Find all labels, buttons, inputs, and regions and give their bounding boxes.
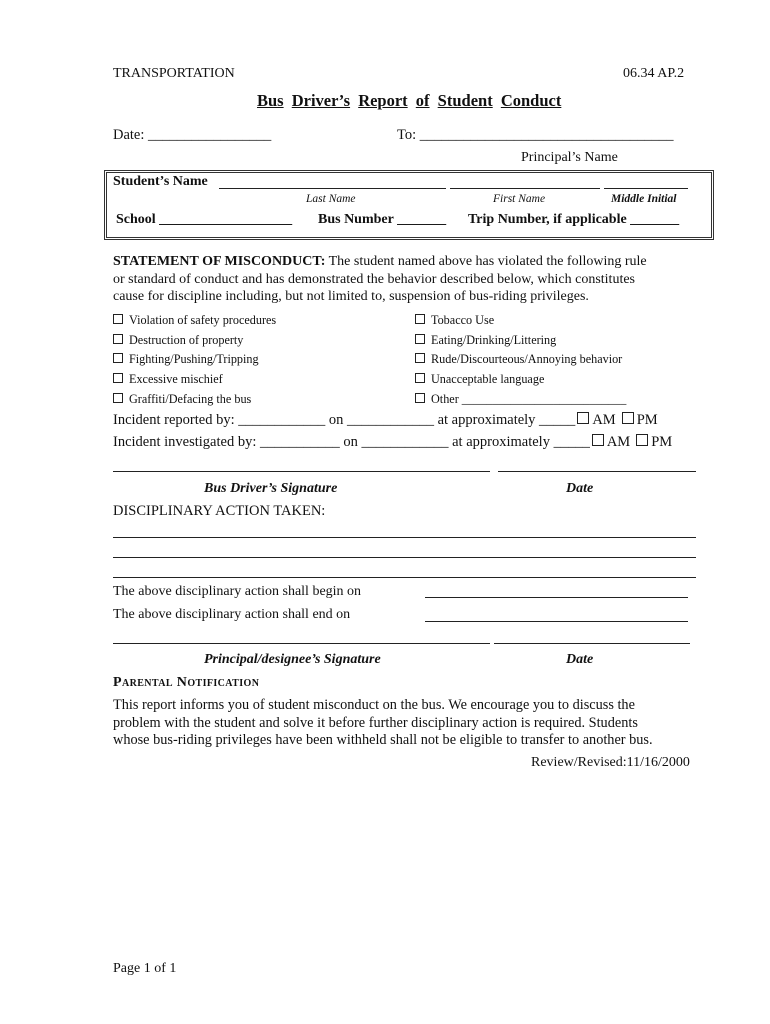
driver-signature-line[interactable] <box>113 471 490 472</box>
pm-checkbox[interactable] <box>622 412 634 424</box>
checkbox-item[interactable]: Destruction of property <box>113 333 243 348</box>
disciplinary-heading: DISCIPLINARY ACTION TAKEN: <box>113 503 326 519</box>
principal-caption: Principal’s Name <box>521 150 618 165</box>
end-label: The above disciplinary action shall end on <box>113 607 351 622</box>
checkbox-square[interactable] <box>415 393 425 403</box>
last-name-line[interactable] <box>219 188 446 189</box>
checkbox-square[interactable] <box>415 334 425 344</box>
checkbox-square[interactable] <box>113 314 123 324</box>
end-date-line[interactable] <box>425 621 688 622</box>
checkbox-item[interactable]: Rude/Discourteous/Annoying behavior <box>415 352 622 367</box>
principal-signature-caption: Principal/designee’s Signature <box>204 652 381 667</box>
disciplinary-line[interactable] <box>113 537 696 538</box>
bus-number-field[interactable]: Bus Number _______ <box>318 212 447 227</box>
statement-line: The student named above has violated the following rule <box>328 254 647 269</box>
title-word: of <box>415 91 430 110</box>
checkbox-square[interactable] <box>113 353 123 363</box>
revision-date: Review/Revised:11/16/2000 <box>531 755 690 770</box>
title-word: Conduct <box>500 91 562 110</box>
title-word: Student <box>437 91 493 110</box>
statement-paragraph <box>113 253 701 306</box>
middle-initial-line[interactable] <box>604 188 688 189</box>
begin-label: The above disciplinary action shall begin on <box>113 584 362 599</box>
driver-date-line[interactable] <box>498 471 696 472</box>
checkbox-item[interactable]: Excessive mischief <box>113 372 223 387</box>
statement-heading: STATEMENT OF MISCONDUCT: <box>113 254 326 269</box>
student-name-label: Student’s Name <box>113 174 208 189</box>
am-checkbox[interactable] <box>592 434 604 446</box>
checkbox-item[interactable]: Eating/Drinking/Littering <box>415 333 556 348</box>
checkbox-square[interactable] <box>113 334 123 344</box>
checkbox-square[interactable] <box>113 393 123 403</box>
begin-date-line[interactable] <box>425 597 688 598</box>
middle-initial-caption: Middle Initial <box>611 193 677 205</box>
checkbox-item[interactable]: Fighting/Pushing/Tripping <box>113 352 259 367</box>
first-name-caption: First Name <box>493 193 546 205</box>
parental-line: problem with the student and solve it before further disciplinary action is required. Students <box>113 714 638 731</box>
statement-line: cause for discipline including, but not limited to, suspension of bus-riding privileges. <box>113 289 589 304</box>
incident-reported-line[interactable]: Incident reported by: ____________ on ____________ at approximately _____ AM PM <box>113 412 658 428</box>
to-field[interactable]: To: ___________________________________ <box>397 127 674 143</box>
checkbox-item[interactable]: Tobacco Use <box>415 313 494 328</box>
statement-line: or standard of conduct and has demonstrated the behavior described below, which constitutes <box>113 271 635 287</box>
parental-paragraph <box>113 697 701 750</box>
page-number: Page 1 of 1 <box>113 961 177 976</box>
document-title <box>257 91 561 111</box>
driver-date-caption: Date <box>566 481 594 496</box>
first-name-line[interactable] <box>450 188 600 189</box>
disciplinary-line[interactable] <box>113 577 696 578</box>
last-name-caption: Last Name <box>306 193 356 205</box>
trip-number-field[interactable]: Trip Number, if applicable _______ <box>468 212 680 227</box>
checkbox-item[interactable]: Graffiti/Defacing the bus <box>113 392 251 407</box>
driver-signature-caption: Bus Driver’s Signature <box>204 481 338 496</box>
parental-line: whose bus-riding privileges have been withheld shall not be eligible to transfer to another bus. <box>113 732 653 748</box>
parental-heading: Parental Notification <box>113 675 260 690</box>
checkbox-item[interactable]: Other ___________________________ <box>415 392 626 407</box>
checkbox-square[interactable] <box>415 314 425 324</box>
checkbox-item[interactable]: Unacceptable language <box>415 372 544 387</box>
policy-code: 06.34 AP.2 <box>623 66 685 81</box>
checkbox-square[interactable] <box>415 353 425 363</box>
incident-investigated-line[interactable]: Incident investigated by: ___________ on ____________ at approximately _____ AM PM <box>113 434 673 450</box>
principal-date-line[interactable] <box>494 643 690 644</box>
disciplinary-line[interactable] <box>113 557 696 558</box>
title-word: Driver’s <box>291 91 351 110</box>
checkbox-item[interactable]: Violation of safety procedures <box>113 313 276 328</box>
school-field[interactable]: School ___________________ <box>116 212 293 227</box>
date-field[interactable]: Date: _________________ <box>113 127 272 143</box>
parental-line: This report informs you of student misconduct on the bus. We encourage you to discuss the <box>113 697 635 713</box>
checkbox-square[interactable] <box>415 373 425 383</box>
principal-date-caption: Date <box>566 652 594 667</box>
title-word: Report <box>358 91 408 110</box>
principal-signature-line[interactable] <box>113 643 490 644</box>
checkbox-square[interactable] <box>113 373 123 383</box>
title-word: Bus <box>257 91 284 110</box>
pm-checkbox[interactable] <box>636 434 648 446</box>
am-checkbox[interactable] <box>577 412 589 424</box>
section-label: TRANSPORTATION <box>113 66 235 81</box>
